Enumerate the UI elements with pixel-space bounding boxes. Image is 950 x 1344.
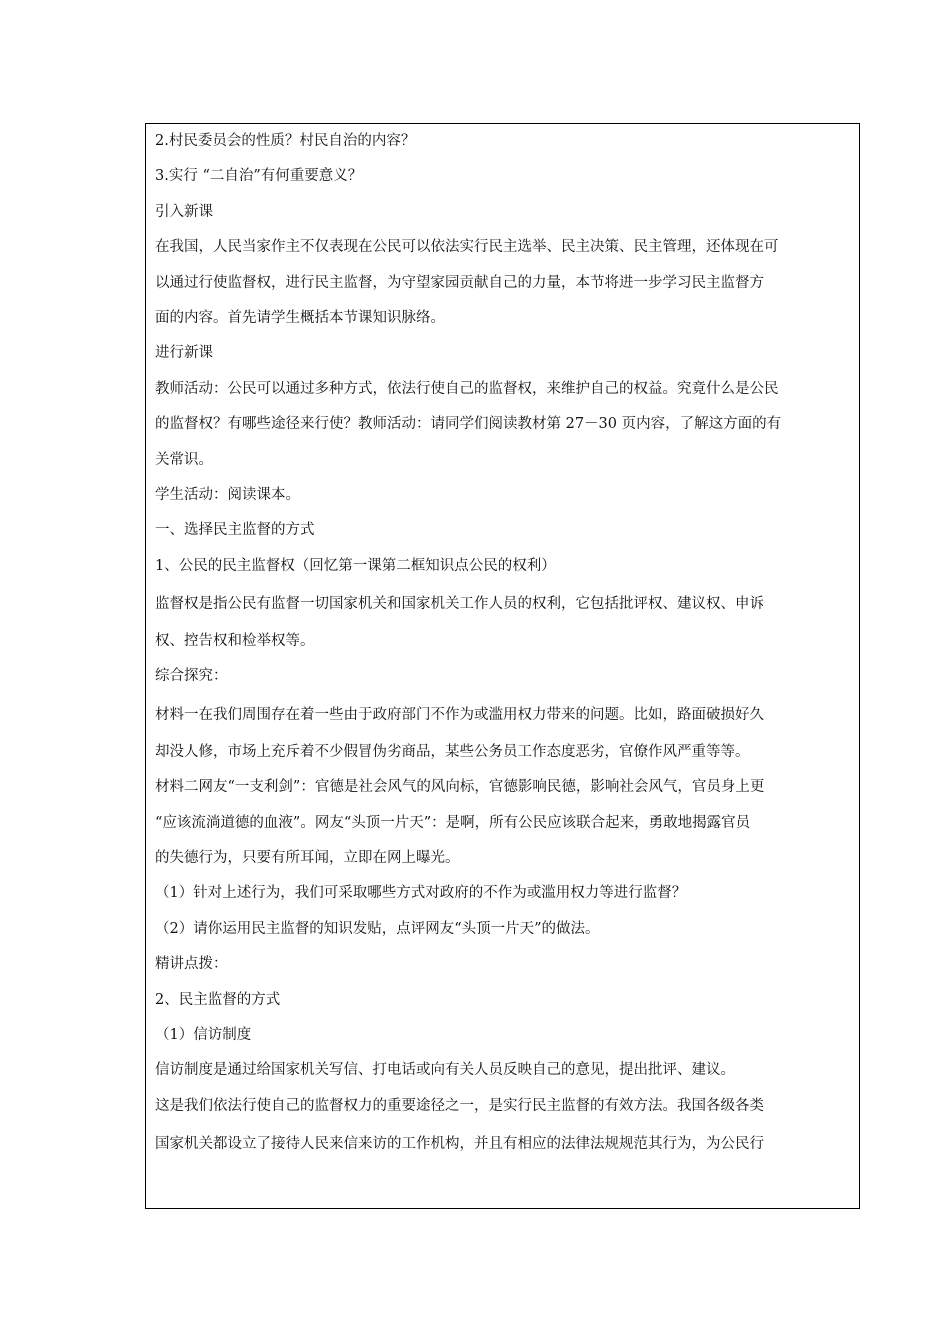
text-line: 教师活动：公民可以通过多种方式，依法行使自己的监督权，来维护自己的权益。究竟什么是公民 (155, 380, 779, 397)
text-line: 这是我们依法行使自己的监督权力的重要途径之一，是实行民主监督的有效方法。我国各级各类 (155, 1097, 764, 1114)
text-line: 信访制度是通过给国家机关写信、打电话或向有关人员反映自己的意见，提出批评、建议。 (155, 1062, 735, 1079)
text-line: 权、控告权和检举权等。 (155, 633, 315, 650)
section-heading: 综合探究： (155, 668, 228, 685)
text-line: 材料一在我们周围存在着一些由于政府部门不作为或滥用权力带来的问题。比如，路面破损好久 (155, 706, 764, 723)
text-line: 面的内容。首先请学生概括本节课知识脉络。 (155, 309, 445, 326)
text-line: 材料二网友“一支利剑”：官德是社会风气的风向标，官德影响民德，影响社会风气，官员身上更 (155, 779, 765, 796)
question-item: （1）针对上述行为，我们可采取哪些方式对政府的不作为或滥用权力等进行监督？ (155, 885, 687, 902)
text-line: 3.实行 “二自治”有何重要意义？ (155, 168, 363, 185)
text-line: 关常识。 (155, 451, 213, 468)
text-line: 的失德行为，只要有所耳闻，立即在网上曝光。 (155, 850, 460, 867)
text-line: 的监督权？有哪些途径来行使？教师活动：请同学们阅读教材第 27－30 页内容，了解这方面的有 (155, 416, 782, 433)
section-heading: 进行新课 (155, 345, 213, 362)
text-line: 2.村民委员会的性质？村民自治的内容？ (155, 133, 416, 149)
text-line: 在我国，人民当家作主不仅表现在公民可以依法实行民主选举、民主决策、民主管理，还体现在可 (155, 239, 779, 256)
text-line: 监督权是指公民有监督一切国家机关和国家机关工作人员的权利，它包括批评权、建议权、申诉 (155, 596, 764, 613)
text-line: 却没人修，市场上充斥着不少假冒伪劣商品，某些公务员工作态度恶劣，官僚作风严重等等。 (155, 743, 750, 760)
document-body (155, 124, 850, 1164)
section-heading: 引入新课 (155, 203, 213, 220)
text-line: 1、公民的民主监督权（回忆第一课第二框知识点公民的权利） (155, 557, 556, 574)
section-heading: 2、民主监督的方式 (155, 991, 281, 1008)
text-line: 学生活动：阅读课本。 (155, 486, 300, 503)
section-heading: 精讲点拨： (155, 956, 228, 973)
subsection-heading: （1）信访制度 (155, 1026, 252, 1043)
question-item: （2）请你运用民主监督的知识发贴，点评网友“头顶一片天”的做法。 (155, 920, 600, 937)
text-line: 国家机关都设立了接待人民来信来访的工作机构，并且有相应的法律法规规范其行为，为公民行 (155, 1136, 764, 1153)
text-line: 以通过行使监督权，进行民主监督，为守望家园贡献自己的力量，本节将进一步学习民主监督方 (155, 274, 764, 291)
section-heading: 一、选择民主监督的方式 (155, 522, 315, 539)
text-line: “应该流淌道德的血液”。网友“头顶一片天”：是啊，所有公民应该联合起来，勇敢地揭露官员 (155, 814, 751, 831)
